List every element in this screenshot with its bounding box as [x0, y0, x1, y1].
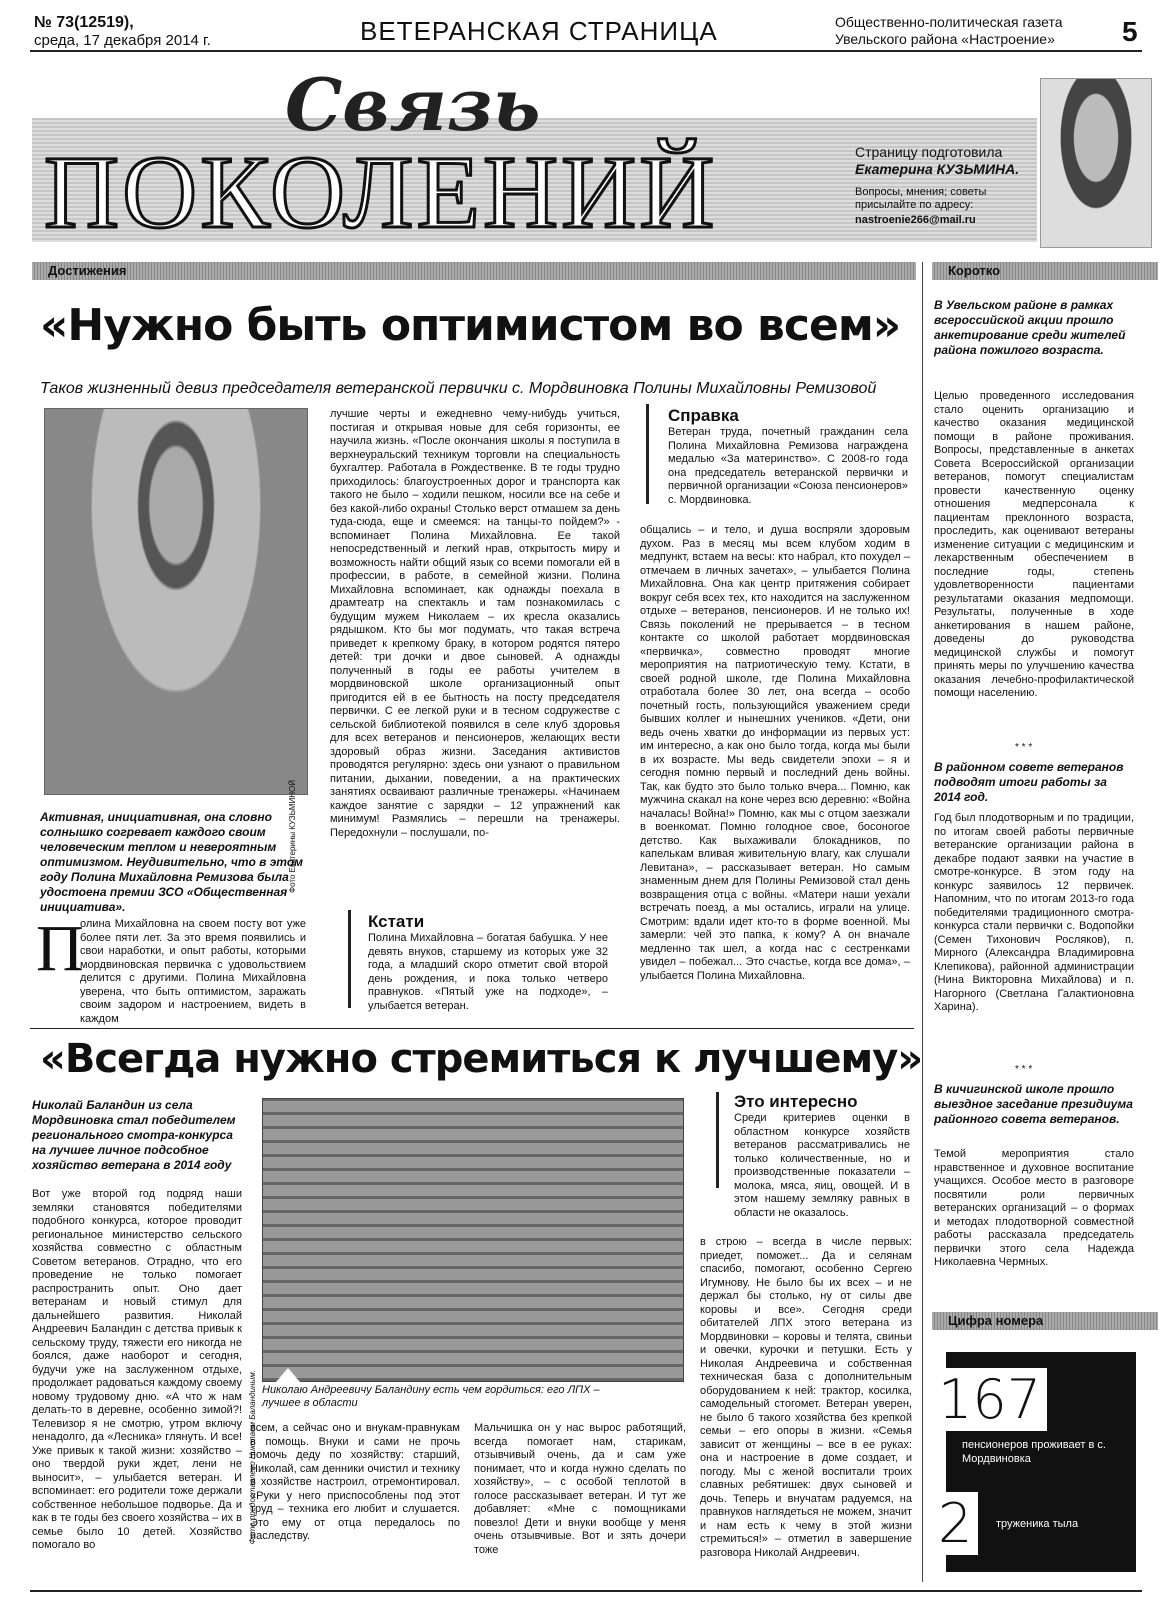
kstati-rule — [348, 910, 351, 1008]
caption-pointer-icon — [276, 1368, 300, 1382]
prepared-label: Страницу подготовила — [855, 144, 1003, 160]
article-divider — [30, 1028, 914, 1029]
page-section-title: ВЕТЕРАНСКАЯ СТРАНИЦА — [360, 16, 718, 46]
issue-date: среда, 17 декабря 2014 г. — [34, 32, 211, 49]
sidebar-item3-lead: В кичигинской школе прошло выездное заседание президиума районного совета ветеранов. — [934, 1082, 1133, 1126]
kstati-title: Кстати — [368, 912, 425, 931]
article2-photo-credit: Фото предоставлено Николаем Баландиным. — [248, 1370, 257, 1545]
sidebar-divider-2: * * * — [1015, 1064, 1033, 1075]
article2-col3: Мальчишка он у нас вырос работящий, всегда помогает нам, старикам, отзывчивый очень, да и сам уже понимает, что и когда нужно сделать по хозяйству», – с особой теплотой в голосе рассказывает ветеран. И тут же добавляет: «Мне с помощниками повезло! Дети и внуки вообще у меня очень отзывчивые. Вот и зять дочери тоже — [474, 1422, 686, 1556]
spravka-title: Справка — [668, 406, 739, 425]
article2-photo — [262, 1098, 684, 1382]
sidebar-divider-1: * * * — [1015, 742, 1033, 753]
paper-name-line1: Общественно-политическая газета — [835, 14, 1063, 30]
number-box — [938, 1352, 1136, 1572]
editor-portrait — [1040, 78, 1152, 248]
section-achievements: Достижения — [32, 262, 916, 280]
banner-word-svyaz: Связь — [285, 62, 541, 147]
issue-number: № 73(12519), — [34, 14, 134, 31]
sidebar-item2-lead: В районном совете ветеранов подводят итоги работы за 2014 год. — [934, 760, 1124, 804]
sidebar-item1-text: Целью проведенного исследования стало оценить организацию и качество оказания медицинской помощи в районе проживания. Вопросы, представленные в анкетах Совета Всероссийской организации ветеранов, помогут специалистам провести качественную оценку отношения медперсонала к пациентам преклонного возраста, проследить, как оценивают ветераны изменение ситуации с медицинским и лекарственным обеспечением в последние годы, степень удовлетворенности пациентами результатами оказания медпомощи. Результаты, полученные в ходе анкетирования в нашем районе, доведены до руководства медицинской службы и помогут принять меры по улучшению качества оказания лечебно-профилактической помощи населению. — [934, 390, 1134, 699]
stat-text-2: труженика тыла — [996, 1518, 1079, 1530]
banner-word-pokoleniy: ПОКОЛЕНИЙ — [44, 135, 718, 250]
article1-caption: Активная, инициативная, она словно солнышко согревает каждого своим человеческим теплом и невероятным оптимизмом. Неудивительно, что в этом году Полина Михайловна Ремизова была удостоена премии ЗСО «Общественная инициатива». — [40, 810, 304, 914]
interesting-text: Среди критериев оценки в областном конкурсе хозяйств ветеранов рассматривались не только количественные, но и производственные показатели – молока, мяса, яиц, овощей. И в этом нашему земляку равных в области не оказалось. — [734, 1112, 910, 1219]
footer-rule — [30, 1590, 1142, 1592]
kstati-text: Полина Михайловна – богатая бабушка. У нее девять внуков, старшему из которых уже 32 года, а младший скоро отметит свой второй день рождения, и пока только четверо правнуков. «Пятый уже на подходе», – улыбается ветеран. — [368, 932, 608, 1012]
article1-subtitle: Таков жизненный девиз председателя ветеранской первички с. Мордвиновка Полины Михайловны Ремизовой — [40, 380, 877, 397]
spravka-rule — [646, 404, 649, 504]
column-divider — [922, 262, 923, 1582]
article2-col4: в строю – всегда в числе первых: приедет, поможет... Да и селянам спасибо, помогают, особенно Сергею Игумнову. Не было бы их всех – и не держал бы столько, ну от силы две коровы и все». Сегодня среди обитателей ЛПХ этого ветерана из Мордвиновки – коровы и телята, свиньи и овечки, курочки и петушки. Есть у Николая Андреевича и собственная техническая база с дополнительным оборудованием к ней: трактор, косилка, самодельный стогомет. Ветеран уверен, не было б такого хозяйства без крепкой семьи – его опоры в жизни. «Семья зависит от женщины – все в ее руках: она и настроение в доме создает, и погоду. Мы с женой воспитали троих славных ребятишек: двух сыновей и дочь. Теперь и внучатам радуемся, на правнуков наглядеться не можем, значит и нам есть к чему в этой жизни стремиться!» – отметил в завершение разговора Николай Андреевич. — [700, 1236, 912, 1559]
contact-text: Вопросы, мнения; советы присылайте по адресу: — [855, 186, 987, 211]
stat-number-2: 2 — [932, 1492, 978, 1555]
interesting-rule — [716, 1092, 719, 1188]
stat-text-1: пенсионеров проживает в с. Мордвиновка — [962, 1439, 1106, 1465]
sidebar-item1-lead: В Увельском районе в рамках всероссийской акции прошло анкетирование среди жителей района пожилого возраста. — [934, 298, 1126, 357]
header-rule — [30, 50, 1142, 52]
contact-email[interactable]: nastroenie266@mail.ru — [855, 214, 976, 226]
article1-headline: «Нужно быть оптимистом во всем» — [40, 300, 901, 351]
article1-photo — [44, 408, 308, 795]
prepared-by: Екатерина КУЗЬМИНА. — [855, 161, 1020, 177]
article1-dropcap: П — [36, 912, 84, 985]
page-number: 5 — [1122, 16, 1138, 47]
article1-col3: общались – и тело, и душа воспряли здоровым духом. Раз в месяц мы всем клубом ходим в медпункт, встаем на весы: кто набрал, кто похудел – отмечаем в личных зачетах», – улыбается Полина Михайловна. Она как центр притяжения собирает вокруг себя всех тех, кто находится на заслуженном отдыхе – ветеранов, пенсионеров. И не только их! Связь поколений не прерывается – в тесном контакте со школой работает мордвиновская «первичка», совместно проводят многие мероприятия на патриотическую тему. Кстати, в своей родной школе, где Полина Михайловна отработала более 30 лет, она всегда – особо почетный гость, пользующийся уважением среди бывших коллег и нынешних учеников. «Дети, они ведь очень хватки до информации из первых уст: им интересно, а как оно было тогда, когда мы были в их возрасте. Мы ведь свидетели эпохи – я и сегодня помню первый и последний день войны. Так, как будто это было только вчера... Помню, как мужчина скакал на коне через всю деревню: «Война началась! Война!» Помню, как мы с отцом заезжали в военкомат. Помню голодное свое, босоногое детство. Как выхаживали блокадников, по капелькам вливая живительную влагу, как слушали Левитана», – рассказывает ветеран. Но самым знаменным днем для Полины Ремизовой стал день возвращения отца с войны. «Матери наши уехали встречать поезд, а мы остались, играли на улице. Смотрим: вдали идет кто-то в форме военной. Мы замерли: чей это папка, к кому? А он вначале медленно так шел, а когда нас с сестренками увидел – побежал... Это счастье, когда все дома», – улыбается Полина Михайловна. — [640, 524, 910, 982]
sidebar-item2-text: Год был плодотворным и по традиции, по итогам своей работы первичные ветеранские организации района в декабре подают заявки на участие в смотре-конкурсе. В этом году на конкурс заявилось 12 первичек. Напомним, что по итогам 2013-го года победителями традиционного смотра-конкурса стали первички с. Водопойки (Семен Тихонович Росляков), п. Мирного (Александра Владимировна Клепикова), районной администрации (Нина Викторовна Михайлова) и п. Нагорного (Светлана Галактионовна Харина). — [934, 812, 1134, 1013]
article1-col1: олина Михайловна на своем посту вот уже более пяти лет. За это время появились и свои наработки, и опыт работы, которыми мордвиновская первичка с удовольствием делится с другими. Полина Михайловна уверена, что быть оптимистом, заражать своим задором и настроением, видеть в каждом — [80, 918, 306, 1025]
article2-headline: «Всегда нужно стремиться к лучшему» — [40, 1036, 923, 1082]
article2-col2: всем, а сейчас оно и внукам-правнукам в помощь. Внуки и сами не прочь помочь деду по хозяйству: старший, Николай, сам денники очистил и технику в хозяйстве настроил, отремонтировал. «Руки у него приспособлены под этот труд – техника его любит и слушается. Это ему от отца передалось по наследству. — [250, 1422, 460, 1542]
spravka-text: Ветеран труда, почетный гражданин села Полина Михайловна Ремизова награждена медалью «За материнство». С 2008-го года она председатель ветеранской первички и первичной организации «Союза пенсионеров» с. Мордвиновка. — [668, 426, 908, 506]
section-briefly: Коротко — [932, 262, 1158, 280]
article2-col1: Вот уже второй год подряд наши земляки становятся победителями подобного конкурса, которое проводит региональное министерство сельского хозяйства совместно с областным Советом ветеранов. Отрадно, что его проведение не только помогает распространить опыт. Оно дает ветеранам и новый стимул для дальнейшего развития. Николай Андреевич Баландин с детства привык к сельскому труду, тяжести его никогда не боялся, даже наоборот и сегодня, будучи уже на заслуженном отдыхе, продолжает радоваться каждому своему новому трудовому дню. «А что ж нам делать-то в деревне, особенно зимой?! Телевизор я не смотрю, утром включу ненадолго, да «Лесника» глянуть. И все! Уже привык к такой жизни: хозяйство – оно твердой руки ждет, лени не выносит», – улыбается ветеран. И вспоминает: его родители тоже держали собственное небольшое подворье. Да и как в те годы без своего хозяйства – их в семье было 10 детей. Хозяйство помогало во — [32, 1188, 242, 1551]
section-number: Цифра номера — [932, 1312, 1158, 1330]
sidebar-item3-text: Темой мероприятия стало нравственное и духовное воспитание учащихся. Особое место в разговоре посвятили роли первичных ветеранских организаций – о формах и методах плодотворной совместной работы рассказала председатель первички этого села Надежда Николаевна Чермных. — [934, 1148, 1134, 1268]
article1-col2: лучшие черты и ежедневно чему-нибудь учиться, постигая и открывая новые для себя горизонты, ее научила жизнь. «После окончания школы я поступила в верхнеуральский техникум торговли на специальность бухгалтер. Работала в Рождественке. В те годы трудно приходилось: благоустроенных дорог и транспорта как такого не было – ходили пешком, носили все на себе и без какой-либо охраны! Столько верст отмашем за день туда-сюда, еще и смеемся: на танцы-то пойдем?» - вспоминает Полина Михайловна. Ее такой непосредственный и легкий нрав, открытость миру и возможность найти общий язык со всеми помогали ей в профессии, в работе, в семейной жизни. Полина Михайловна вспоминает, как однажды поехала в драмтеатр на спектакль и там познакомилась с будущим мужем Николаем – их кресла оказались рядышком. Кто бы мог подумать, что такая встреча приведет к крепкому браку, в котором родятся пятеро детей: три дочки и двое сыновей. А однажды полученный в годы ее работы учителем в мордвиновской школе организационный опыт пригодится ей в ее бытность на посту председателя первички. С ее легкой руки и в тесном содружестве с сельской библиотекой появился в селе клуб здоровья для всех ветеранов и пенсионеров, желающих вести здоровый образ жизни. Заседания активистов проводятся регулярно: здесь они узнают о правильном питании, дыхании, поведении, а на практических занятиях осваивают различные тренажеры. «Начинаем каждое занятие с зарядки – 12 упражнений как минимум! Размялись – перешли на тренажеры. Передохнули – послушали, по- — [330, 408, 620, 839]
paper-name — [835, 14, 1063, 48]
article2-photo-caption: Николаю Андреевичу Баландину есть чем гордиться: его ЛПХ – лучшее в области — [262, 1384, 600, 1409]
article1-photo-credit: Фото Екатерины КУЗЬМИНОЙ — [288, 780, 297, 893]
stat-number-1: 167 — [932, 1368, 1047, 1431]
paper-name-line2: Увельского района «Настроение» — [835, 31, 1055, 47]
interesting-title: Это интересно — [734, 1092, 858, 1111]
article2-lead: Николай Баландин из села Мордвиновка стал победителем регионального смотра-конкурса на лучшее личное подсобное хозяйство ветерана в 2014 году — [32, 1098, 236, 1172]
banner-credits — [855, 144, 1035, 229]
